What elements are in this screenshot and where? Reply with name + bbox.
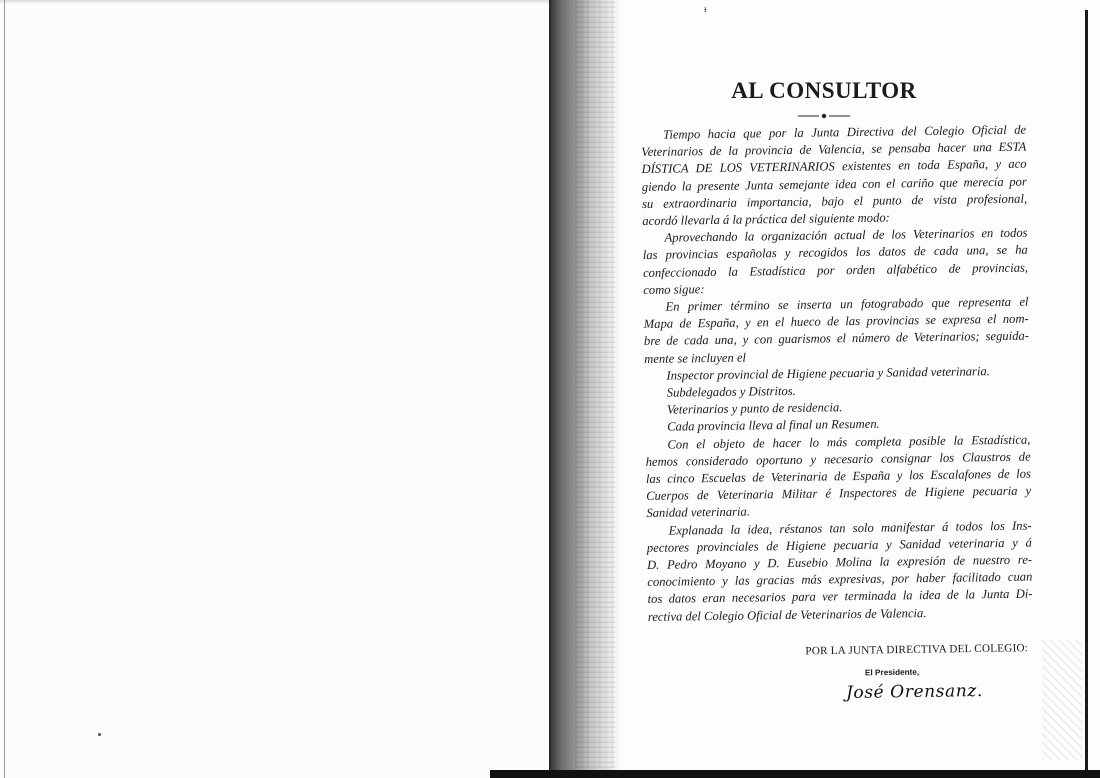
body-line: giendo la presente Junta semejante idea con el cariño que merecía por [641,174,1027,194]
left-page-edge-line [4,0,5,778]
body-line: Explanada la idea, réstanos tan solo manifestar á todos los Ins- [668,518,1032,538]
body-line: tos datos eran necesarios para ver terminada la idea de la Junta Di- [647,587,1033,607]
top-mark: ᵻ [704,4,707,14]
body-line: conocimiento y las gracias más expresivas, por haber facilitado cuan [647,569,1033,590]
left-page-speck [98,733,101,736]
list-item: Inspector provincial de Higiene pecuaria y Sanidad veterinaria. [666,363,990,383]
right-page-speckle [1042,640,1082,760]
title-ornament [798,112,850,120]
list-item: Subdelegados y Distritos. [666,383,796,400]
gutter-scan-noise [575,0,615,778]
body-text [641,122,1033,626]
right-page-edge [1085,10,1088,770]
scan-bottom-border [490,770,1100,778]
left-page-top-edge [0,0,549,4]
body-line: acordó llevarla á la práctica del siguiente modo: [642,210,890,229]
body-line: D. Pedro Moyano y D. Eusebio Molina la expresión de nuestro re- [647,552,1033,573]
body-line: Tiempo hacia que por la Junta Directiva del Colegio Oficial de [663,122,1027,142]
closing-signoff: POR LA JUNTA DIRECTIVA DEL COLEGIO: [805,642,1029,658]
body-line: como sigue: [643,281,705,297]
body-line: En primer término se inserta un fotograbado que representa el [665,294,1029,314]
body-line: las provincias españolas y recogidos los datos de cada una, se ha [642,243,1028,263]
signature: José Orensanz. [845,681,984,703]
body-line: Con el objeto de hacer lo más completa posible la Estadística, [667,432,1031,452]
body-line: las cinco Escuelas de Veterinaria de España y los Escalafones de los [645,466,1031,487]
signatory-role: El Presidente, [864,667,920,678]
body-line: bre de cada una, y con guarismos el número de Veterinarios; seguida- [643,329,1030,349]
body-line: su extraordinaria importancia, bajo el punto de vista profesional, [641,191,1028,211]
body-line: Cuerpos de Veterinaria Militar é Inspectores de Higiene pecuaria y [646,483,1032,504]
body-line: rectiva del Colegio Oficial de Veterinarios de Valencia. [647,605,927,624]
page-title: AL CONSULTOR [731,78,917,103]
body-line: Veterinarios de la provincia de Valencia, se pensaba hacer una ESTA [641,139,1027,160]
body-line: Sanidad veterinaria. [646,504,751,521]
body-line: hemos considerado oportuno y necesario consignar los Claustros de [645,449,1031,469]
body-line: DÍSTICA DE LOS VETERINARIOS existentes en toda España, y aco [641,157,1027,177]
body-line: Aprovechando la organización actual de los Veterinarios en todos [664,225,1028,245]
body-line: Mapa de España, y en el hueco de las provincias se expresa el nom- [643,311,1029,332]
body-line: pectores provinciales de Higiene pecuaria y Sanidad veterinaria y á [646,535,1032,555]
body-line: confeccionado la Estadística por orden alfabético de provincias, [642,260,1029,280]
list-item: Cada provincia lleva al final un Resumen. [667,417,880,435]
body-line: mente se incluyen el [644,350,747,366]
list-item: Veterinarios y punto de residencia. [666,400,843,417]
